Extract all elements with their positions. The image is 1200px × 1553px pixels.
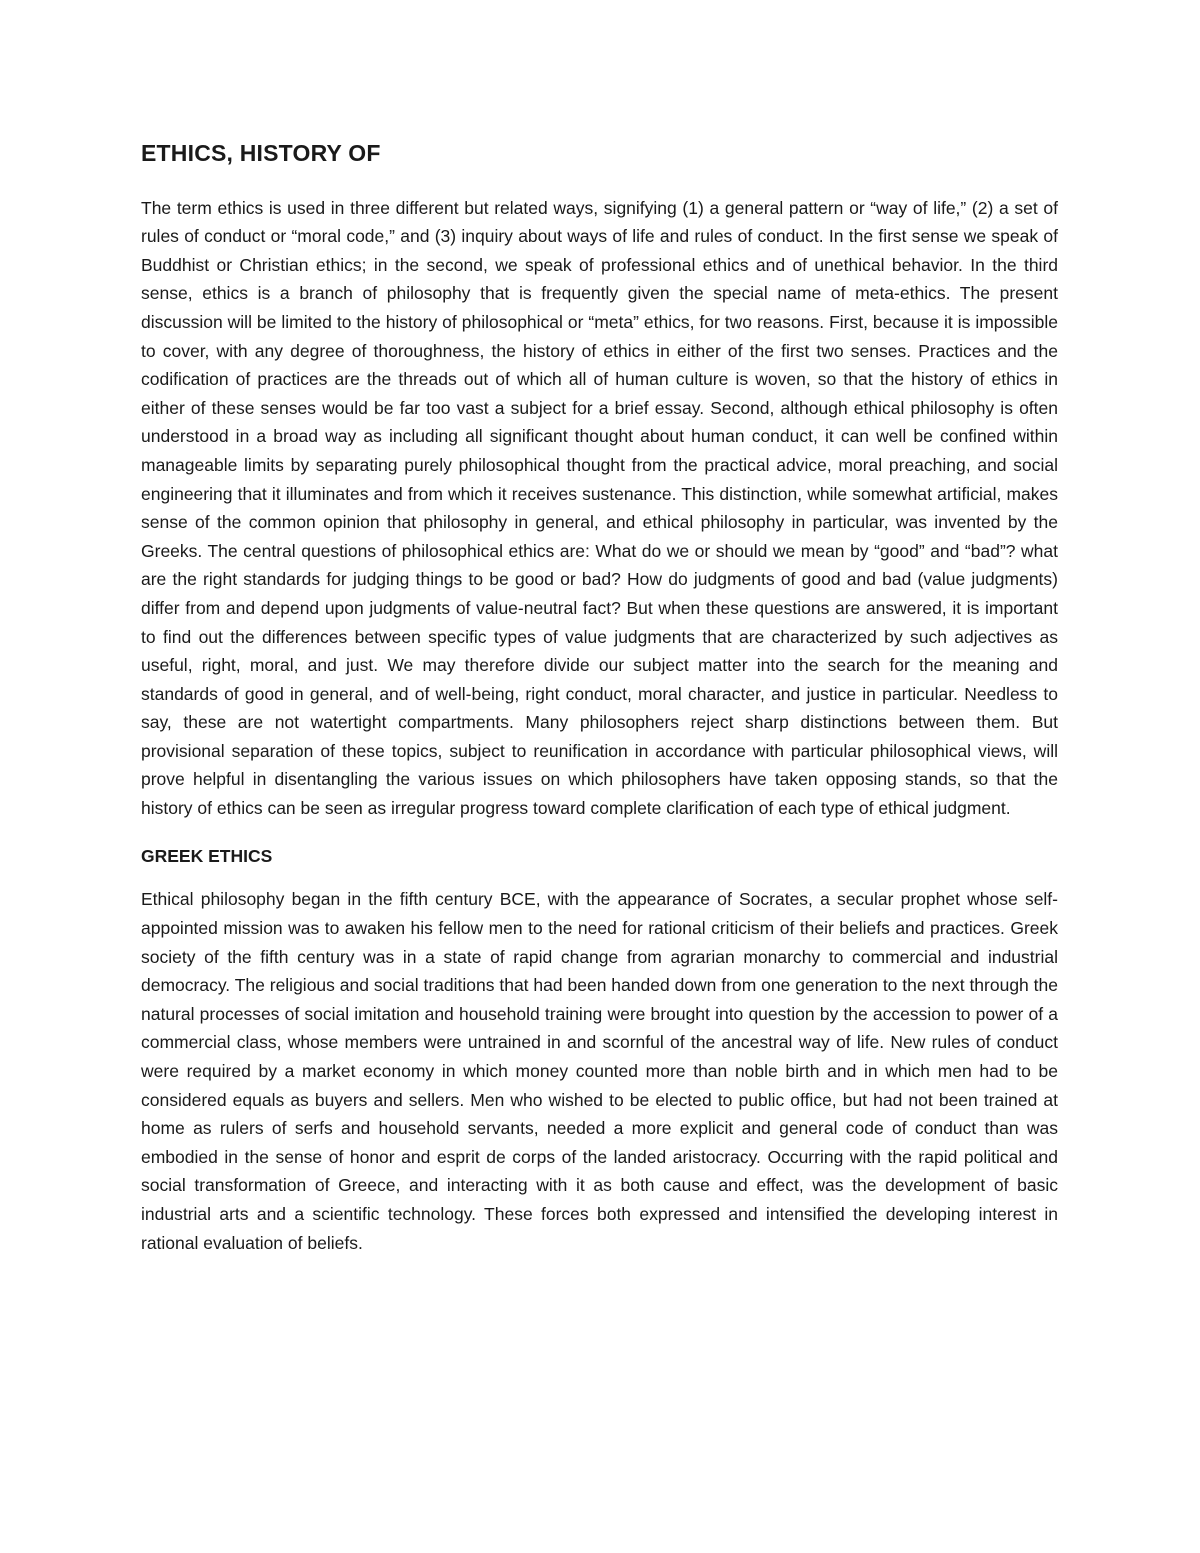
document-page — [141, 140, 1058, 1257]
paragraph-intro: The term ethics is used in three different but related ways, signifying (1) a general pattern or “way of life,” (2) a set of rules of conduct or “moral code,” and (3) inquiry about ways of life and rules of conduct. In the first sense we speak of Buddhist or Christian ethics; in the second, we speak of professional ethics and of unethical behavior. In the third sense, ethics is a branch of philosophy that is frequently given the special name of meta-ethics. The present discussion will be limited to the history of philosophical or “meta” ethics, for two reasons. First, because it is impossible to cover, with any degree of thoroughness, the history of ethics in either of the first two senses. Practices and the codification of practices are the threads out of which all of human culture is woven, so that the history of ethics in either of these senses would be far too vast a subject for a brief essay. Second, although ethical philosophy is often understood in a broad way as including all significant thought about human conduct, it can well be confined within manageable limits by separating purely philosophical thought from the practical advice, moral preaching, and social engineering that it illuminates and from which it receives sustenance. This distinction, while somewhat artificial, makes sense of the common opinion that philosophy in general, and ethical philosophy in particular, was invented by the Greeks. The central questions of philosophical ethics are: What do we or should we mean by “good” and “bad”? what are the right standards for judging things to be good or bad? How do judgments of good and bad (value judgments) differ from and depend upon judgments of value-neutral fact? But when these questions are answered, it is important to find out the differences between specific types of value judgments that are characterized by such adjectives as useful, right, moral, and just. We may therefore divide our subject matter into the search for the meaning and standards of good in general, and of well-being, right conduct, moral character, and justice in particular. Needless to say, these are not watertight compartments. Many philosophers reject sharp distinctions between them. But provisional separation of these topics, subject to reunification in accordance with particular philosophical views, will prove helpful in disentangling the various issues on which philosophers have taken opposing stands, so that the history of ethics can be seen as irregular progress toward complete clarification of each type of ethical judgment. — [141, 197, 1058, 819]
paragraph-greek-ethics: Ethical philosophy began in the fifth century BCE, with the appearance of Socrates, a secular prophet whose self-appointed mission was to awaken his fellow men to the need for rational criticism of their beliefs and practices. Greek society of the fifth century was in a state of rapid change from agrarian monarchy to commercial and industrial democracy. The religious and social traditions that had been handed down from one generation to the next through the natural processes of social imitation and household training were brought into question by the accession to power of a commercial class, whose members were untrained in and scornful of the ancestral way of life. New rules of conduct were required by a market economy in which money counted more than noble birth and in which men had to be considered equals as buyers and sellers. Men who wished to be elected to public office, but had not been trained at home as rulers of serfs and household servants, needed a more explicit and general code of conduct than was embodied in the sense of honor and esprit de corps of the landed aristocracy. Occurring with the rapid political and social transformation of Greece, and interacting with it as both cause and effect, was the development of basic industrial arts and a scientific technology. These forces both expressed and intensified the developing interest in rational evaluation of beliefs. — [141, 889, 1058, 1253]
document-title: ETHICS, HISTORY OF — [141, 140, 381, 166]
section-heading-greek-ethics: GREEK ETHICS — [141, 845, 273, 866]
